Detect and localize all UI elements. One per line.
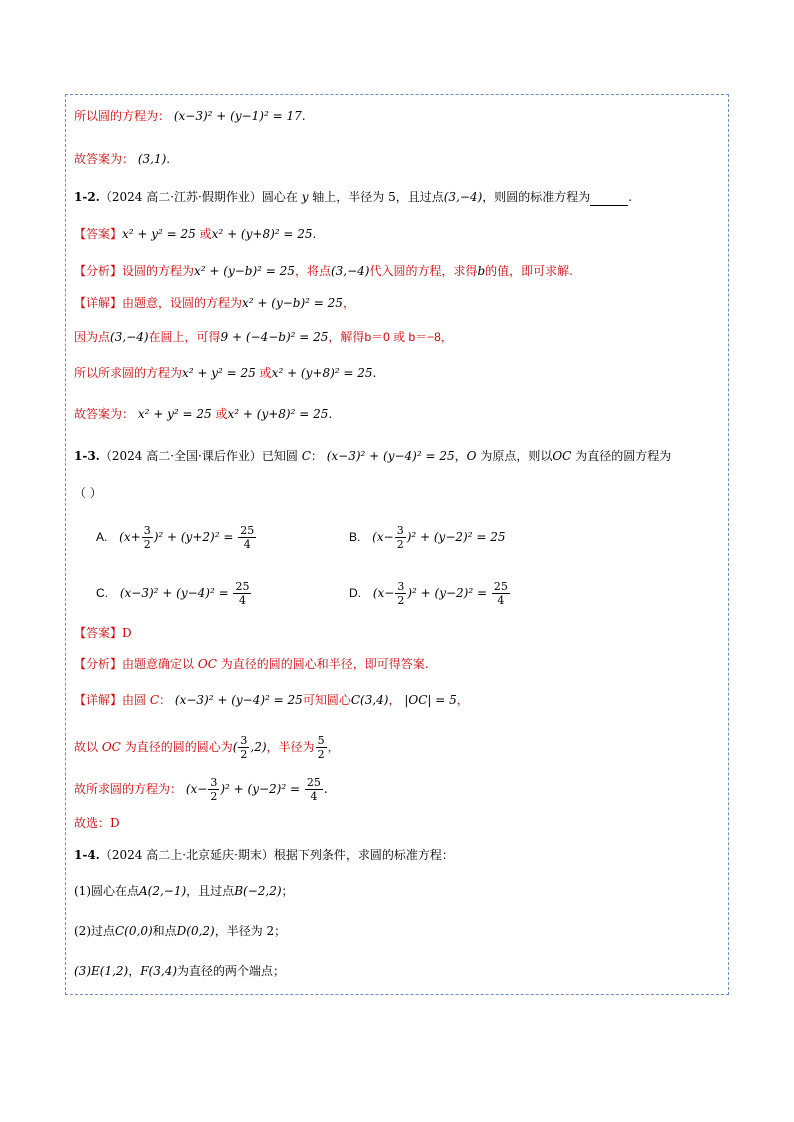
equation: x² + y² = 25 [182, 366, 256, 380]
text: 圆心在 [261, 190, 298, 204]
equation: x² + (y+8)² = 25 [271, 366, 373, 380]
variable: O [466, 449, 477, 463]
text: ，半径为 [266, 740, 315, 754]
equation: (x−3)² + (y−4)² = 25 [326, 449, 455, 463]
numerator: 5 [317, 734, 325, 747]
text: ，解得 [328, 330, 365, 344]
option-b [349, 524, 505, 551]
text: ，将点 [294, 264, 331, 278]
text: ( [232, 740, 238, 754]
text: （ ） [74, 486, 102, 500]
option-label: D. [349, 586, 361, 600]
numerator: 25 [240, 524, 255, 537]
text: ， [456, 693, 469, 707]
answer-1-2-final [74, 405, 332, 423]
fraction [316, 734, 327, 761]
fraction [238, 524, 256, 551]
text: ，则圆的标准方程为 [482, 190, 591, 204]
answer-tag: 【答案】 [74, 227, 123, 241]
detail-1-3-step3 [74, 776, 328, 803]
equation: (x− [372, 530, 394, 544]
variable: OC [552, 449, 572, 463]
answer-tag: 【答案】D [74, 626, 132, 640]
text: 根据下列条件，求圆的标准方程： [273, 848, 454, 862]
equation: (x− [185, 782, 208, 796]
variable: C [301, 449, 311, 463]
option-a [96, 524, 257, 551]
text: ,2) [250, 740, 267, 754]
analysis-tag: 【分析】 [74, 264, 123, 278]
text: 为直径的圆的圆心和半径，即可得答案. [220, 657, 429, 671]
fraction [233, 580, 251, 607]
center-point: C(3,4) [350, 693, 389, 707]
text: 或 [199, 227, 212, 241]
equation: )² + (y−2)² = [407, 586, 488, 600]
text: 故答案为： [74, 407, 135, 421]
denominator: 4 [238, 594, 246, 607]
text: 故答案为： [74, 152, 135, 166]
answer-1-2 [74, 225, 316, 243]
equation: (x−3)² + (y−4)² = [119, 586, 229, 600]
text: . [328, 407, 333, 421]
variable: OC [197, 657, 217, 671]
denominator: 2 [143, 538, 151, 551]
option-label: B. [349, 530, 361, 544]
question-1-4-part1 [74, 882, 294, 900]
analysis-tag: 【分析】 [74, 657, 123, 671]
question-number: 1-3. [74, 449, 100, 463]
numerator: 3 [397, 580, 405, 593]
text: 故选：D [74, 816, 120, 830]
text: ， [388, 693, 401, 707]
choice-1-3 [74, 814, 120, 832]
numerator: 3 [210, 776, 218, 789]
equation: (x− [372, 586, 395, 600]
text: 故以 [74, 740, 99, 754]
question-1-3-paren [74, 484, 102, 502]
denominator: 2 [210, 790, 218, 803]
text: 已知圆 [261, 449, 298, 463]
text: 和点 [152, 924, 177, 938]
numerator: 25 [493, 580, 508, 593]
analysis-1-2 [74, 262, 573, 280]
variable: C [149, 693, 160, 707]
text: (1)圆心在点 [74, 884, 139, 898]
text: 故所求圆的方程为： [74, 782, 183, 796]
variable: OC [101, 740, 121, 754]
equation: x² + (y+8)² = 25 [227, 407, 329, 421]
text: 为原点，则以 [480, 449, 553, 463]
question-1-4-part3 [74, 962, 285, 980]
detail-1-2-step2 [74, 328, 453, 346]
fraction [395, 524, 406, 551]
denominator: 4 [243, 538, 251, 551]
option-label: A. [96, 530, 108, 544]
equation: )² + (y+2)² = [153, 530, 234, 544]
equation: x² + (y−b)² = 25 [194, 264, 295, 278]
denominator: 2 [317, 748, 325, 761]
point: C(0,0) [115, 924, 153, 938]
text: 由题意，设圆的方程为 [122, 296, 243, 310]
equation: 9 + (−4−b)² = 25 [220, 330, 329, 344]
point: (3,−4) [110, 330, 149, 344]
text: ， [128, 964, 141, 978]
denominator: 2 [397, 594, 405, 607]
text: . [301, 109, 306, 123]
answer-blank [590, 193, 628, 206]
detail-1-3 [74, 691, 469, 709]
text: . [323, 782, 328, 796]
option-label: C. [96, 586, 108, 600]
fraction [395, 580, 406, 607]
text: ： [310, 449, 323, 463]
option-c [96, 580, 252, 607]
detail-tag: 【详解】 [74, 693, 123, 707]
denominator: 4 [497, 594, 505, 607]
point: A(2,−1) [139, 884, 187, 898]
equation: x² + (y+8)² = 25 [211, 227, 313, 241]
analysis-1-3 [74, 655, 429, 673]
point: F(3,4) [140, 964, 178, 978]
text: . [166, 152, 171, 166]
fraction [142, 524, 153, 551]
equation: )² + (y−2)² = [220, 782, 301, 796]
fraction [238, 734, 249, 761]
text: 由圆 [122, 693, 147, 707]
text: ，半径为 2； [214, 924, 287, 938]
numerator: 3 [143, 524, 151, 537]
numerator: 25 [235, 580, 250, 593]
question-source: （2024 高二·全国·课后作业） [99, 449, 262, 463]
text: 可知圆心 [302, 693, 351, 707]
question-1-4 [74, 846, 454, 864]
equation: (x−3)² + (y−1)² = 17 [173, 109, 302, 123]
question-number: 1-2. [74, 190, 100, 204]
text: 设圆的方程为 [122, 264, 195, 278]
detail-tag: 【详解】 [74, 296, 123, 310]
text: 为直径的圆方程为 [575, 449, 672, 463]
equation: (x+ [119, 530, 141, 544]
equation: x² + y² = 25 [122, 227, 196, 241]
text: 或 [215, 407, 228, 421]
point: (3,−4) [330, 264, 370, 278]
text: ， [454, 449, 467, 463]
equation: x² + y² = 25 [137, 407, 212, 421]
text: . [312, 227, 317, 241]
variable: b [477, 264, 486, 278]
question-1-3 [74, 447, 671, 465]
point: D(0,2) [176, 924, 215, 938]
result: b＝0 或 b＝−8， [364, 330, 453, 344]
text: ， [327, 740, 340, 754]
text: ，且过点 [186, 884, 235, 898]
text: 在圆上，可得 [148, 330, 221, 344]
text: 由题意确定以 [122, 657, 195, 671]
circle-equation-line [74, 107, 306, 125]
point: (3)E(1,2) [74, 964, 129, 978]
equation: (x−3)² + (y−4)² = 25 [174, 693, 303, 707]
equation: x² + (y−b)² = 25 [242, 296, 343, 310]
option-d [349, 580, 511, 607]
equation: |OC| = 5 [404, 693, 457, 707]
point: (3,−4) [443, 190, 483, 204]
denominator: 2 [396, 538, 404, 551]
text: ： [159, 693, 172, 707]
text: 轴上，半径为 5，且过点 [312, 190, 444, 204]
text: 所以所求圆的方程为 [74, 366, 183, 380]
question-1-2 [74, 188, 632, 206]
answer-line [74, 150, 170, 168]
detail-1-3-step2 [74, 734, 340, 761]
text: 所以圆的方程为： [74, 109, 171, 123]
equation: (3,1) [137, 152, 167, 166]
equation: )² + (y−2)² = 25 [406, 530, 506, 544]
numerator: 3 [396, 524, 404, 537]
text: 的值，即可求解. [485, 264, 573, 278]
text: . [372, 366, 377, 380]
question-source: （2024 高二上·北京延庆·期末） [99, 848, 274, 862]
text: 为直径的两个端点； [177, 964, 286, 978]
text: . [628, 190, 633, 204]
fraction [305, 776, 323, 803]
text: (2)过点 [74, 924, 115, 938]
fraction [208, 776, 219, 803]
numerator: 25 [306, 776, 321, 789]
fraction [492, 580, 510, 607]
text: 代入圆的方程，求得 [369, 264, 478, 278]
question-source: （2024 高二·江苏·假期作业） [99, 190, 262, 204]
text: ； [281, 884, 294, 898]
denominator: 2 [240, 748, 248, 761]
point: B(−2,2) [234, 884, 282, 898]
text: 因为点 [74, 330, 111, 344]
answer-1-3 [74, 624, 132, 642]
denominator: 4 [310, 790, 318, 803]
variable: y [301, 190, 309, 204]
question-number: 1-4. [74, 848, 100, 862]
text: 为直径的圆的圆心为 [124, 740, 233, 754]
detail-1-2-step3 [74, 364, 376, 382]
detail-1-2 [74, 294, 355, 312]
text: 或 [259, 366, 272, 380]
numerator: 3 [240, 734, 248, 747]
text: ， [342, 296, 355, 310]
question-1-4-part2 [74, 922, 286, 940]
